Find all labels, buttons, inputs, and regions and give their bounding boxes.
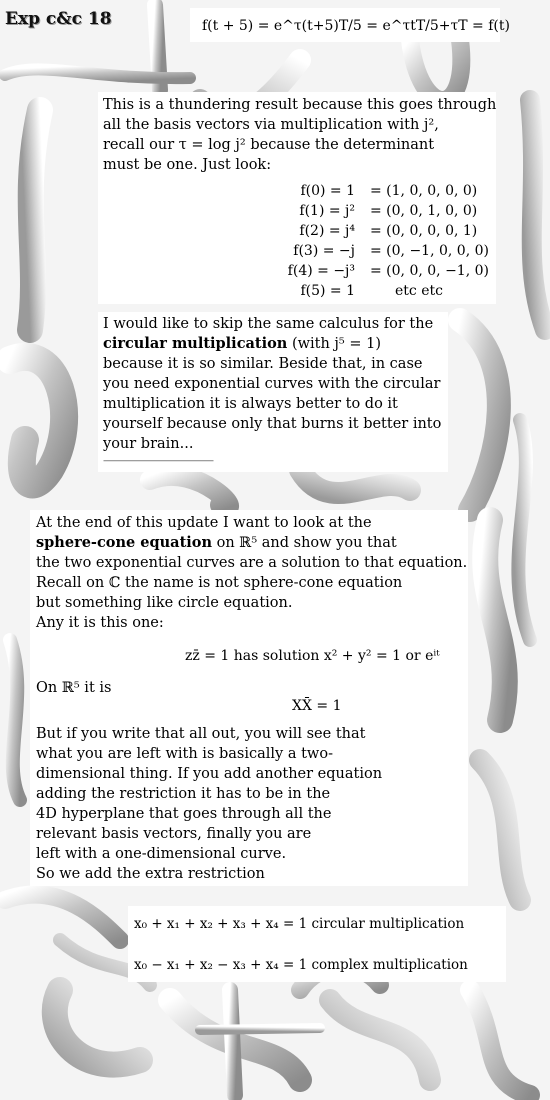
equation-block — [230, 181, 500, 306]
equation-row — [230, 201, 500, 221]
section3-para2-line-4: adding the restriction it has to be in the — [36, 786, 331, 802]
section3-line-2-rest: on ℝ⁵ and show you that — [212, 535, 397, 551]
equation-row — [230, 221, 500, 241]
equation-right: etc etc — [395, 283, 443, 299]
section3-line-1: At the end of this update I want to look at the — [36, 515, 372, 531]
header-equation: f(t + 5) = e^τ(t+5)T/5 = e^τtT/5+τT = f(t) — [202, 18, 510, 34]
section1-line-1: This is a thundering result because this goes through — [103, 97, 497, 113]
equation-row — [230, 181, 500, 201]
page-title: Exp c&c 18 — [5, 9, 112, 29]
equation-row — [230, 281, 500, 301]
sphere-cone-formula: XX̄ = 1 — [292, 698, 342, 714]
equation-right: = (0, 0, 0, 0, 1) — [370, 223, 478, 239]
section3-para2-line-5: 4D hyperplane that goes through all the — [36, 806, 332, 822]
section2-line-3: because it is so similar. Beside that, in case — [103, 356, 423, 372]
section2-line-2 — [103, 334, 381, 354]
equation-right: = (1, 0, 0, 0, 0) — [370, 183, 478, 199]
section3-para2-line-3: dimensional thing. If you add another equation — [36, 766, 383, 782]
equation-right: = (0, −1, 0, 0, 0) — [370, 243, 489, 259]
section1-line-2: all the basis vectors via multiplication with j², — [103, 117, 439, 133]
section1-line-4: must be one. Just look: — [103, 157, 272, 173]
equation-left: f(4) = −j³ — [287, 263, 355, 279]
circle-equation: zz̄ = 1 has solution x² + y² = 1 or eⁱᵗ — [185, 648, 440, 664]
restriction-circular: x₀ + x₁ + x₂ + x₃ + x₄ = 1 circular multiplication — [134, 916, 465, 932]
equation-left: f(0) = 1 — [300, 183, 355, 199]
equation-right: = (0, 0, 1, 0, 0) — [370, 203, 478, 219]
equation-left: f(3) = −j — [293, 243, 355, 259]
equation-left: f(5) = 1 — [300, 283, 355, 299]
section3-para2-line-8: So we add the extra restriction — [36, 866, 265, 882]
restriction-complex: x₀ − x₁ + x₂ − x₃ + x₄ = 1 complex multiplication — [134, 957, 468, 973]
section2-line-7: your brain... — [103, 436, 194, 452]
section2-line-4: you need exponential curves with the circular — [103, 376, 441, 392]
section3-para2-line-7: left with a one-dimensional curve. — [36, 846, 287, 862]
section2-line-6: yourself because only that burns it better into — [103, 416, 442, 432]
section3-line-3: the two exponential curves are a solution to that equation. — [36, 555, 468, 571]
equation-row — [230, 261, 500, 281]
equation-right: = (0, 0, 0, −1, 0) — [370, 263, 489, 279]
equation-row — [230, 241, 500, 261]
equation-left: f(2) = j⁴ — [299, 223, 355, 239]
section3-line-4: Recall on ℂ the name is not sphere-cone equation — [36, 575, 403, 591]
section3-line-2 — [36, 533, 397, 553]
section3-line-6: Any it is this one: — [36, 615, 164, 631]
section3-para2-line-6: relevant basis vectors, finally you are — [36, 826, 312, 842]
section1-line-3: recall our τ = log j² because the determinant — [103, 137, 435, 153]
section3-para2-line-2: what you are left with is basically a two- — [36, 746, 333, 762]
section-divider: ——————————— — [103, 454, 213, 467]
term-circular-multiplication: circular multiplication — [103, 335, 288, 352]
term-sphere-cone-equation: sphere-cone equation — [36, 534, 212, 551]
section3-line-r5: On ℝ⁵ it is — [36, 680, 112, 696]
section3-line-5: but something like circle equation. — [36, 595, 293, 611]
section2-line-1: I would like to skip the same calculus for the — [103, 316, 434, 332]
section3-para2-line-1: But if you write that all out, you will see that — [36, 726, 366, 742]
equation-left: f(1) = j² — [299, 203, 355, 219]
section2-line-2-rest: (with j⁵ = 1) — [287, 336, 381, 352]
section2-line-5: multiplication it is always better to do it — [103, 396, 398, 412]
